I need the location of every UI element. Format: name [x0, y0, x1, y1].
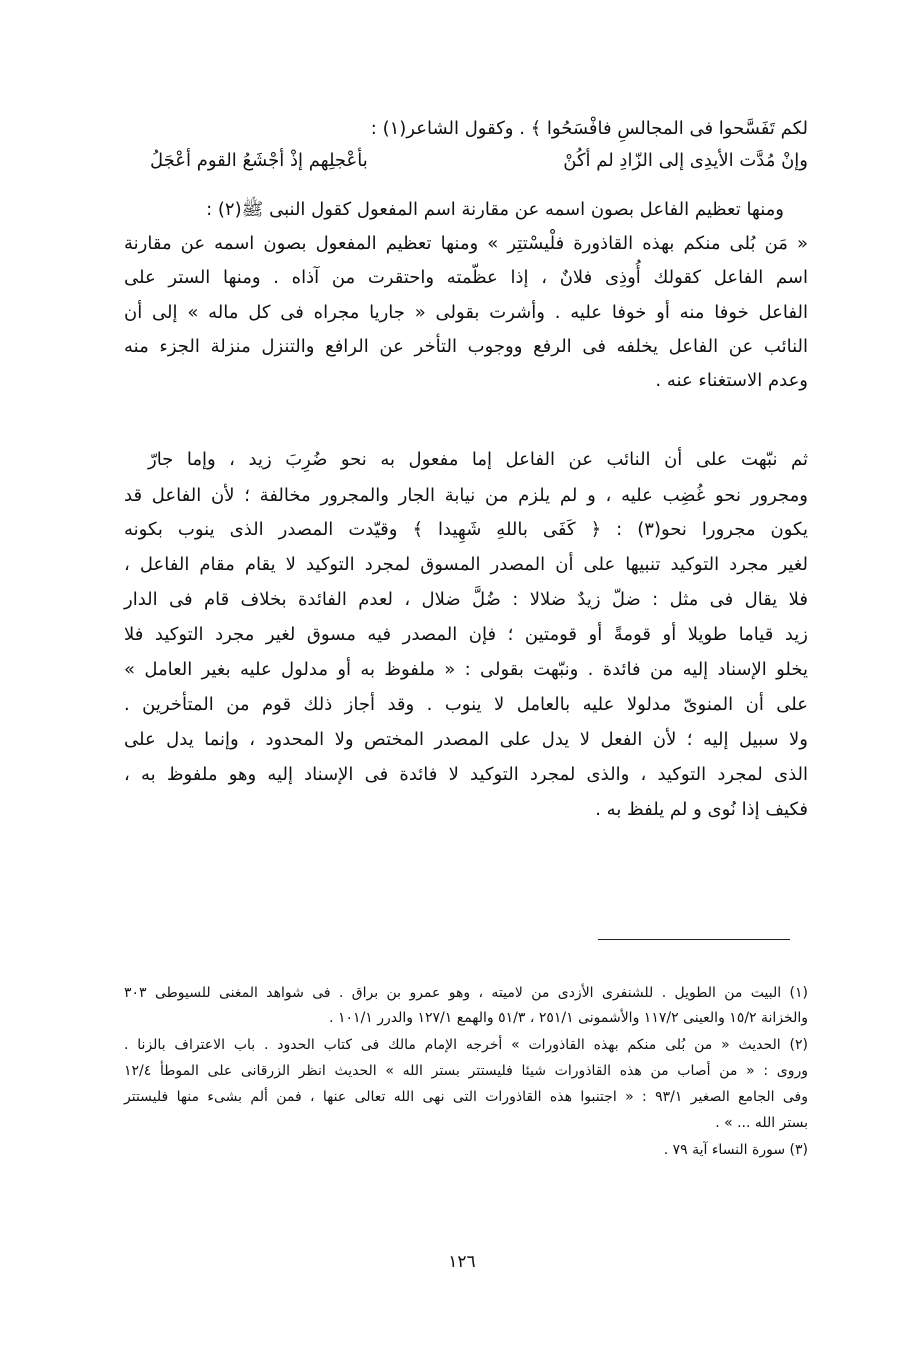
text-line: لغير مجرد التوكيد تنبيها على أن المصدر المسوق لمجرد التوكيد لا يقام مقام الفاعل ، — [124, 554, 808, 575]
footnote-line: وفى الجامع الصغير ٩٣/١ : « اجتنبوا هذه القاذورات التى نهى الله تعالى عنها ، فمن ألم بشىء منها فليستتر — [124, 1089, 808, 1105]
footnote-separator — [598, 939, 790, 940]
footnote-line: بستر الله ... » . — [715, 1115, 808, 1131]
page-number: ١٢٦ — [448, 1252, 476, 1272]
text-line: ثم نبّهت على أن النائب عن الفاعل إما مفعول به نحو ضُرِبَ زيد ، وإما جارّ — [148, 449, 808, 470]
text-line: يخلو الإسناد إليه من فائدة . ونبّهت بقولى : « ملفوظ به أو مدلول عليه بغير العامل » — [124, 659, 808, 680]
text-line: ولا سبيل إليه ؛ لأن الفعل لا يدل على المصدر المختص ولا المحدود ، وإنما يدل على — [124, 729, 808, 750]
footnote-line: (٢) الحديث « من بُلى منكم بهذه القاذورات » أخرجه الإمام مالك فى كتاب الحدود . باب الاعتراف بالزنا . — [124, 1037, 808, 1053]
footnote-line: (٣) سورة النساء آية ٧٩ . — [663, 1142, 808, 1158]
footnote-line: (١) البيت من الطويل . للشنفرى الأزدى من لاميته ، وهو عمرو بن براق . فى شواهد المغنى للسيوطى ٣٠٣ — [124, 985, 808, 1001]
text-line: الذى لمجرد التوكيد ، والذى لمجرد التوكيد لا فائدة فى الإسناد إليه وهو ملفوظ به ، — [124, 764, 808, 785]
verse-first-hemistich: وإنْ مُدَّت الأيدِى إلى الزّادِ لم أكُنْ — [563, 150, 808, 171]
text-line: على أن المنوىّ مدلولا عليه بالعامل لا ينوب . وقد أجاز ذلك قوم من المتأخرين . — [124, 694, 808, 715]
text-line: فكيف إذا نُوى و لم يلفظ به . — [595, 799, 808, 820]
text-line: فلا يقال فى مثل : ضلّ زيدٌ ضلالا : ضُلَّ ضلال ، لعدم الفائدة بخلاف قام فى الدار — [124, 589, 808, 610]
text-line: لكم تَفَسَّحوا فى المجالسِ فافْسَحُوا ﴾ . وكقول الشاعر(١) : — [370, 118, 808, 139]
text-line: الفاعل خوفا منه أو خوفا عليه . وأشرت بقولى « جاريا مجراه فى كل ماله » إلى أن — [124, 302, 808, 323]
text-line: اسم الفاعل كقولك أُوذِى فلانٌ ، إذا عظّمته واحتقرت من آذاه . ومنها الستر على — [124, 267, 808, 288]
text-line: ومجرور نحو غُضِب عليه ، و لم يلزم من نيابة الجار والمجرور مخالفة ؛ لأن الفاعل قد — [124, 485, 808, 506]
footnote-line: والخزانة ١٥/٢ والعينى ١١٧/٢ والأشمونى ٢٥١/١ ، ٥١/٣ والهمع ١٢٧/١ والدرر ١٠١/١ . — [329, 1010, 808, 1026]
footnote-line: وروى : « من أصاب من هذه القاذورات شيئا فليستتر بستر الله » الحديث انظر الزرقانى على الموطأ ١٢/٤ — [124, 1063, 808, 1079]
text-line: يكون مجرورا نحو(٣) : ﴿ كَفَى باللهِ شَهِيدا ﴾ وقيّدت المصدر الذى ينوب بكونه — [124, 519, 808, 540]
text-line: « مَن بُلى منكم بهذه القاذورة فلْيسْتتِر » ومنها تعظيم المفعول بصون اسمه عن مقارنة — [124, 233, 808, 254]
text-line: ومنها تعظيم الفاعل بصون اسمه عن مقارنة اسم المفعول كقول النبى ﷺ(٢) : — [206, 199, 784, 220]
verse-second-hemistich: بأعْجلِهم إذْ أجْشَعُ القوم أعْجَلُ — [150, 150, 368, 171]
text-line: وعدم الاستغناء عنه . — [655, 370, 808, 391]
text-line: زيد قياما طويلا أو قومةً أو قومتين ؛ فإن المصدر فيه مسوق لغير مجرد التوكيد فلا — [124, 624, 808, 645]
text-line: النائب عن الفاعل يخلفه فى الرفع ووجوب التأخر عن الرافع والتنزل منزلة الجزء منه — [124, 336, 808, 357]
